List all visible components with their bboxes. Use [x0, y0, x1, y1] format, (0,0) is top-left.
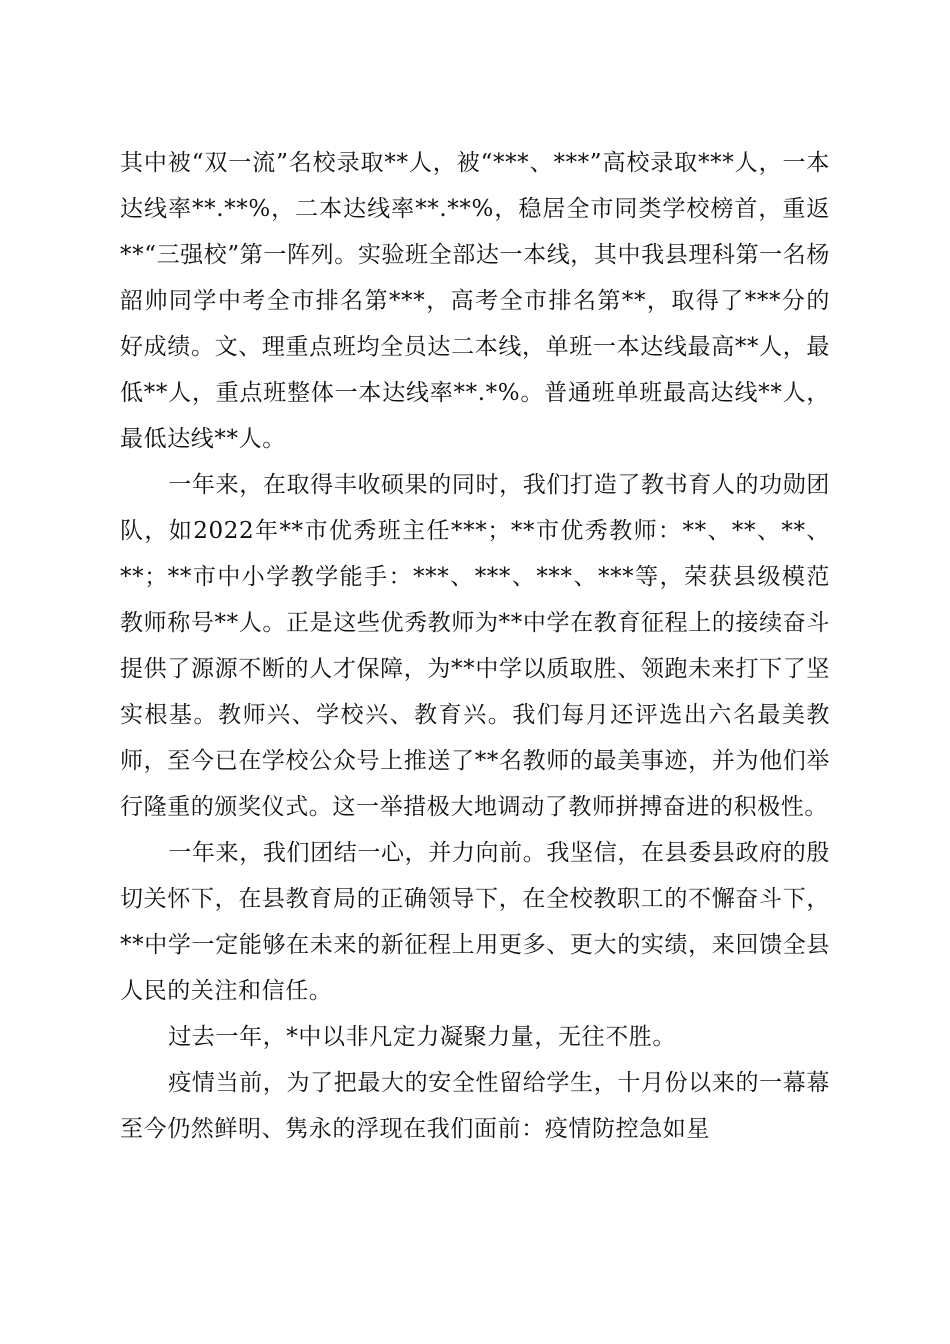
- document-body: [120, 140, 830, 1152]
- paragraph-unity: 一年来，我们团结一心，并力向前。我坚信，在县委县政府的殷切关怀下，在县教育局的正确领导下，在全校教职工的不懈奋斗下，**中学一定能够在未来的新征程上用更多、更大的实绩，来回馈全县人民的关注和信任。: [120, 840, 830, 1004]
- paragraph-past-year: 过去一年，*中以非凡定力凝聚力量，无往不胜。: [168, 1024, 676, 1050]
- paragraph-epidemic: 疫情当前，为了把最大的安全性留给学生，十月份以来的一幕幕至今仍然鲜明、隽永的浮现在我们面前：疫情防控急如星: [120, 1070, 830, 1142]
- paragraph-continuation: 其中被“双一流”名校录取**人，被“***、***”高校录取***人，一本达线率**.**%，二本达线率**.**%，稳居全市同类学校榜首，重返**“三强校”第一阵列。实验班全部达一本线，其中我县理科第一名杨韶帅同学中考全市排名第***，高考全市排名第**，取得了***分的好成绩。文、理重点班均全员达二本线，单班一本达线最高**人，最低**人，重点班整体一本达线率**.*%。普通班单班最高达线**人，最低达线**人。: [120, 150, 830, 452]
- paragraph-teachers: 一年来，在取得丰收硕果的同时，我们打造了教书育人的功勋团队，如2022年**市优秀班主任***；**市优秀教师：**、**、**、**；**市中小学教学能手：***、***、***、***等，荣获县级模范教师称号**人。正是这些优秀教师为**中学在教育征程上的接续奋斗提供了源源不断的人才保障，为**中学以质取胜、领跑未来打下了坚实根基。教师兴、学校兴、教育兴。我们每月还评选出六名最美教师，至今已在学校公众号上推送了**名教师的最美事迹，并为他们举行隆重的颁奖仪式。这一举措极大地调动了教师拼搏奋进的积极性。: [120, 472, 830, 820]
